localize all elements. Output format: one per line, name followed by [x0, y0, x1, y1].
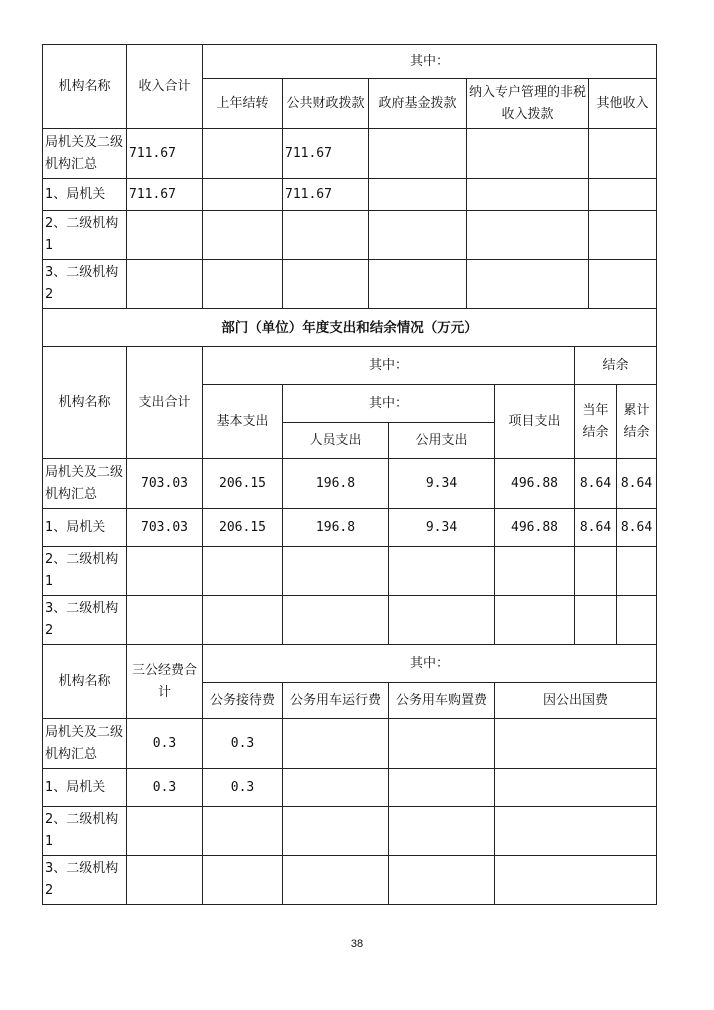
cell-car-running: [283, 807, 389, 856]
cell-car-running: [283, 719, 389, 769]
cell-cum-surplus: [617, 547, 657, 596]
cell-car-purchase: [389, 769, 495, 807]
table-row: [43, 260, 657, 309]
cell-nontax: [467, 211, 589, 260]
col-header-group: 其中：: [203, 645, 657, 683]
page-number: 38: [350, 938, 364, 950]
col-header-carryover: 上年结转: [203, 79, 283, 129]
row-name: 局机关及二级机构汇总: [43, 719, 127, 769]
cell-carryover: [203, 179, 283, 211]
section-title: 部门（单位）年度支出和结余情况（万元）: [43, 309, 657, 347]
col-header-project: 项目支出: [495, 385, 575, 459]
cell-public: 711.67: [283, 129, 369, 179]
cell-total: [127, 547, 203, 596]
col-header-cum-surplus: 累计结余: [617, 385, 657, 459]
col-header-car-running: 公务用车运行费: [283, 683, 389, 719]
cell-car-running: [283, 856, 389, 905]
cell-carryover: [203, 260, 283, 309]
cell-year-surplus: [575, 547, 617, 596]
cell-nontax: [467, 260, 589, 309]
col-header-basic-group: 其中：: [283, 385, 495, 423]
col-header-basic: 基本支出: [203, 385, 283, 459]
col-header-public-exp: 公用支出: [389, 423, 495, 459]
cell-reception: 0.3: [203, 769, 283, 807]
row-name: 1、局机关: [43, 769, 127, 807]
cell-basic: [203, 547, 283, 596]
col-header-car-purchase: 公务用车购置费: [389, 683, 495, 719]
cell-public: 9.34: [389, 509, 495, 547]
cell-total: 0.3: [127, 769, 203, 807]
income-table: [42, 44, 657, 309]
cell-car-purchase: [389, 719, 495, 769]
col-header-name: 机构名称: [43, 347, 127, 459]
col-header-nontax: 纳入专户管理的非税收入拨款: [467, 79, 589, 129]
cell-total: [127, 856, 203, 905]
cell-nontax: [467, 129, 589, 179]
cell-total: 0.3: [127, 719, 203, 769]
cell-carryover: [203, 129, 283, 179]
row-name: 2、二级机构1: [43, 211, 127, 260]
cell-nontax: [467, 179, 589, 211]
cell-total: [127, 596, 203, 645]
cell-cum-surplus: 8.64: [617, 509, 657, 547]
cell-fund: [369, 211, 467, 260]
cell-personnel: 196.8: [283, 459, 389, 509]
cell-total: 711.67: [127, 179, 203, 211]
col-header-gov-fund: 政府基金拨款: [369, 79, 467, 129]
cell-basic: 206.15: [203, 459, 283, 509]
row-name: 2、二级机构1: [43, 807, 127, 856]
cell-reception: [203, 807, 283, 856]
col-header-expense-total: 支出合计: [127, 347, 203, 459]
col-header-year-surplus: 当年结余: [575, 385, 617, 459]
cell-fund: [369, 260, 467, 309]
cell-total: 703.03: [127, 509, 203, 547]
row-name: 1、局机关: [43, 179, 127, 211]
cell-cum-surplus: 8.64: [617, 459, 657, 509]
col-header-reception: 公务接待费: [203, 683, 283, 719]
table-row: [43, 719, 657, 769]
cell-total: 711.67: [127, 129, 203, 179]
col-header-overseas: 因公出国费: [495, 683, 657, 719]
cell-public: [283, 211, 369, 260]
row-name: 3、二级机构2: [43, 856, 127, 905]
table-row: [43, 807, 657, 856]
cell-reception: [203, 856, 283, 905]
cell-other: [589, 260, 657, 309]
col-header-personnel: 人员支出: [283, 423, 389, 459]
table-row: [43, 596, 657, 645]
cell-other: [589, 129, 657, 179]
row-name: 局机关及二级机构汇总: [43, 129, 127, 179]
col-header-public-finance: 公共财政拨款: [283, 79, 369, 129]
cell-overseas: [495, 856, 657, 905]
cell-public: 9.34: [389, 459, 495, 509]
cell-overseas: [495, 719, 657, 769]
table-row: [43, 211, 657, 260]
table-row: [43, 459, 657, 509]
cell-carryover: [203, 211, 283, 260]
cell-other: [589, 179, 657, 211]
cell-car-purchase: [389, 807, 495, 856]
cell-public: 711.67: [283, 179, 369, 211]
cell-total: 703.03: [127, 459, 203, 509]
cell-total: [127, 807, 203, 856]
cell-project: [495, 596, 575, 645]
col-header-name: 机构名称: [43, 645, 127, 719]
cell-other: [589, 211, 657, 260]
table-row: [43, 769, 657, 807]
col-header-surplus: 结余: [575, 347, 657, 385]
col-header-other-income: 其他收入: [589, 79, 657, 129]
cell-basic: [203, 596, 283, 645]
three-public-expenses-table: [42, 644, 657, 905]
cell-project: [495, 547, 575, 596]
cell-car-running: [283, 769, 389, 807]
cell-public: [283, 260, 369, 309]
cell-basic: 206.15: [203, 509, 283, 547]
cell-project: 496.88: [495, 459, 575, 509]
cell-public: [389, 596, 495, 645]
row-name: 3、二级机构2: [43, 596, 127, 645]
col-header-income-total: 收入合计: [127, 45, 203, 129]
cell-fund: [369, 129, 467, 179]
cell-overseas: [495, 769, 657, 807]
table-row: [43, 179, 657, 211]
row-name: 2、二级机构1: [43, 547, 127, 596]
cell-car-purchase: [389, 856, 495, 905]
row-name: 局机关及二级机构汇总: [43, 459, 127, 509]
cell-total: [127, 211, 203, 260]
cell-reception: 0.3: [203, 719, 283, 769]
col-header-three-public-total: 三公经费合计: [127, 645, 203, 719]
table-row: [43, 547, 657, 596]
cell-personnel: 196.8: [283, 509, 389, 547]
cell-year-surplus: 8.64: [575, 509, 617, 547]
cell-personnel: [283, 596, 389, 645]
table-row: [43, 509, 657, 547]
row-name: 3、二级机构2: [43, 260, 127, 309]
cell-year-surplus: 8.64: [575, 459, 617, 509]
cell-overseas: [495, 807, 657, 856]
expenditure-table: [42, 308, 657, 645]
cell-project: 496.88: [495, 509, 575, 547]
table-row: [43, 129, 657, 179]
cell-fund: [369, 179, 467, 211]
cell-personnel: [283, 547, 389, 596]
cell-public: [389, 547, 495, 596]
col-header-name: 机构名称: [43, 45, 127, 129]
cell-total: [127, 260, 203, 309]
col-header-group: 其中：: [203, 347, 575, 385]
cell-year-surplus: [575, 596, 617, 645]
table-row: [43, 856, 657, 905]
row-name: 1、局机关: [43, 509, 127, 547]
cell-cum-surplus: [617, 596, 657, 645]
col-header-group: 其中：: [203, 45, 657, 79]
